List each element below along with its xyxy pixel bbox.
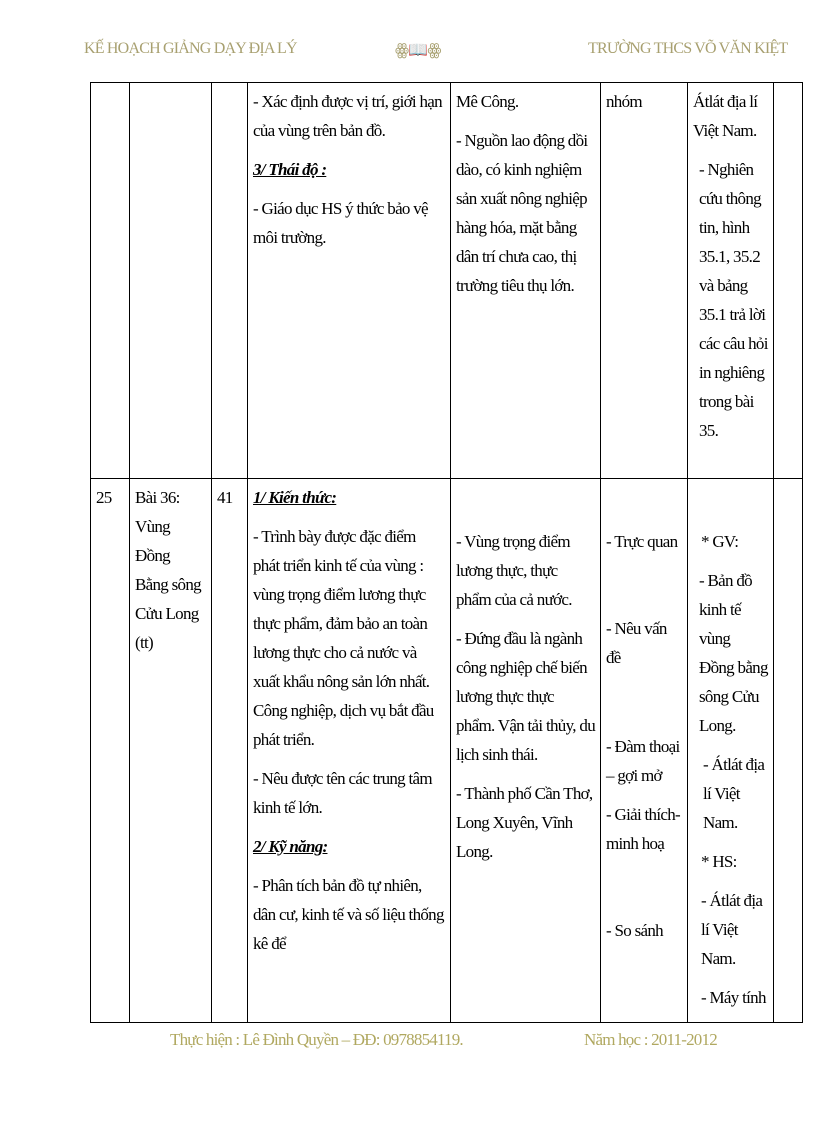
- material-text: - Nghiên cứu thông tin, hình 35.1, 35.2 và bảng 35.1 trả lời các câu hỏi in nghiêng trong bài 35.: [699, 160, 768, 440]
- materials-cell: [688, 83, 774, 479]
- method-text: - Nêu vấn đề: [606, 619, 667, 667]
- week-cell: 25: [91, 479, 130, 1023]
- content-text: - Thành phố Cần Thơ, Long Xuyên, Vĩnh Long.: [456, 784, 593, 861]
- objectives-cell: [248, 83, 451, 479]
- objectives-cell: [248, 479, 451, 1023]
- objective-text: - Phân tích bản đồ tự nhiên, dân cư, kinh tế và số liệu thống kê để: [253, 876, 444, 953]
- content-text: Mê Công.: [456, 92, 519, 111]
- header-left: KẾ HOẠCH GIẢNG DẠY ĐỊA LÝ: [84, 40, 297, 57]
- method-text: - So sánh: [606, 921, 663, 940]
- method-text: - Giải thích- minh hoạ: [606, 805, 680, 853]
- objective-text: - Nêu được tên các trung tâm kinh tế lớn.: [253, 769, 432, 817]
- material-text: * GV:: [701, 532, 739, 551]
- material-text: - Bản đồ kinh tế vùng Đồng bằng sông Cửu Long.: [699, 571, 768, 735]
- content-cell: [451, 479, 601, 1023]
- methods-cell: [601, 479, 688, 1023]
- lesson-cell: [130, 83, 212, 479]
- lesson-cell: Bài 36: Vùng Đồng Bằng sông Cửu Long (tt): [130, 479, 212, 1023]
- content-cell: [451, 83, 601, 479]
- table-row: [91, 83, 803, 479]
- lesson-plan-table: [90, 82, 803, 1023]
- content-text: - Nguồn lao động dồi dào, có kinh nghiệm sản xuất nông nghiệp hàng hóa, mặt bằng dân trí chưa cao, thị trường tiêu thụ lớn.: [456, 131, 588, 295]
- objective-heading: 3/ Thái độ :: [253, 160, 327, 179]
- material-text: Átlát địa lí Việt Nam.: [693, 92, 758, 140]
- objective-heading: 2/ Kỹ năng:: [253, 837, 328, 856]
- week-cell: [91, 83, 130, 479]
- header-ornament: ꙮ📖ꙮ: [395, 42, 441, 59]
- method-text: - Trực quan: [606, 532, 678, 551]
- methods-cell: [601, 83, 688, 479]
- objective-heading: 1/ Kiến thức:: [253, 488, 337, 507]
- period-cell: [212, 83, 248, 479]
- material-text: - Máy tính: [701, 988, 766, 1007]
- notes-cell: [774, 479, 803, 1023]
- content-text: - Vùng trọng điểm lương thực, thực phẩm của cả nước.: [456, 532, 572, 609]
- period-cell: 41: [212, 479, 248, 1023]
- method-text: nhóm: [606, 92, 642, 111]
- objective-text: - Trình bày được đặc điểm phát triển kinh tế của vùng : vùng trọng điểm lương thực thực phẩm, đảm bảo an toàn lương thực cho cả nước và xuất khẩu nông sản lớn nhất. Công nghiệp, dịch vụ bắt đầu phát triển.: [253, 527, 434, 749]
- material-text: * HS:: [701, 852, 737, 871]
- materials-cell: [688, 479, 774, 1023]
- method-text: - Đàm thoại – gợi mở: [606, 737, 680, 785]
- footer-left: Thực hiện : Lê Đình Quyền – ĐĐ: 0978854119.: [170, 1030, 463, 1049]
- content-text: - Đứng đầu là ngành công nghiệp chế biến lương thực thực phẩm. Vận tải thủy, du lịch sinh thái.: [456, 629, 595, 764]
- notes-cell: [774, 83, 803, 479]
- material-text: - Átlát địa lí Việt Nam.: [701, 891, 763, 968]
- footer-right: Năm học : 2011-2012: [584, 1030, 717, 1049]
- objective-text: - Xác định được vị trí, giới hạn của vùng trên bản đồ.: [253, 92, 442, 140]
- table-row: [91, 479, 803, 1023]
- objective-text: - Giáo dục HS ý thức bảo vệ môi trường.: [253, 199, 428, 247]
- header-right: TRƯỜNG THCS VÕ VĂN KIỆT: [588, 40, 788, 57]
- material-text: - Átlát địa lí Việt Nam.: [703, 755, 765, 832]
